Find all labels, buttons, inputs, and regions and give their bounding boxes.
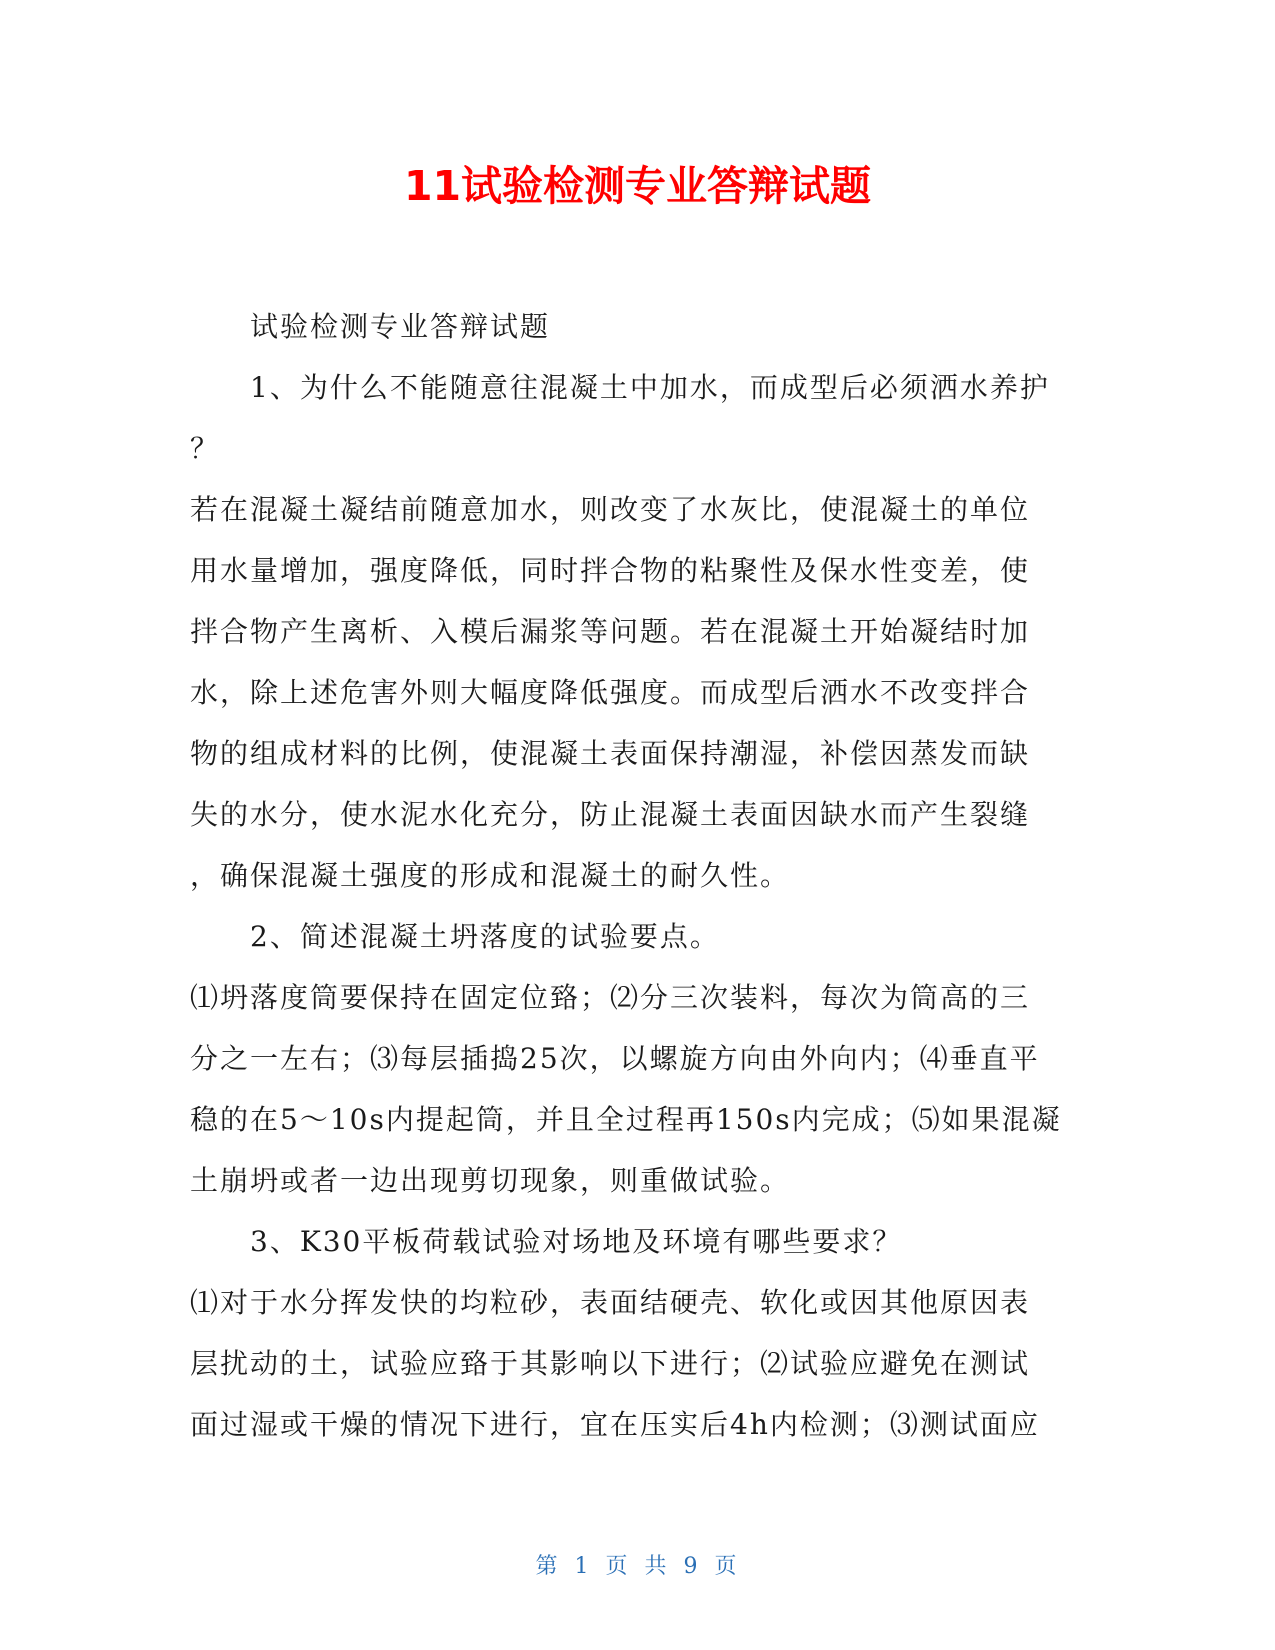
document-body bbox=[190, 296, 1090, 1455]
body-line: 拌合物产生离析、入模后漏浆等问题。若在混凝土开始凝结时加 bbox=[190, 615, 1031, 648]
footer-page-prefix: 第 bbox=[535, 1554, 561, 1579]
footer-total-pages: 9 bbox=[683, 1554, 701, 1579]
body-line: 试验检测专业答辩试题 bbox=[250, 310, 551, 343]
body-line: 用水量增加，强度降低，同时拌合物的粘聚性及保水性变差，使 bbox=[190, 554, 1031, 587]
footer-page-label: 页 bbox=[605, 1554, 631, 1579]
body-line: 分之一左右；⑶每层插捣25次，以螺旋方向由外向内；⑷垂直平 bbox=[190, 1042, 1040, 1075]
body-line: ⑴对于水分挥发快的均粒砂，表面结硬壳、软化或因其他原因表 bbox=[190, 1286, 1031, 1319]
document-title: 11试验检测专业答辩试题 bbox=[403, 162, 872, 210]
body-line: 面过湿或干燥的情况下进行，宜在压实后4h内检测；⑶测试面应 bbox=[190, 1408, 1040, 1441]
body-line: 3、K30平板荷载试验对场地及环境有哪些要求？ bbox=[250, 1225, 903, 1258]
body-line: 物的组成材料的比例，使混凝土表面保持潮湿，补偿因蒸发而缺 bbox=[190, 737, 1031, 770]
body-line: 稳的在5～10s内提起筒，并且全过程再150s内完成；⑸如果混凝 bbox=[190, 1103, 1062, 1136]
body-line: ？ bbox=[190, 432, 221, 465]
body-line: 失的水分，使水泥水化充分，防止混凝土表面因缺水而产生裂缝 bbox=[190, 798, 1031, 831]
body-line: 土崩坍或者一边出现剪切现象，则重做试验。 bbox=[190, 1164, 791, 1197]
body-line: 若在混凝土凝结前随意加水，则改变了水灰比，使混凝土的单位 bbox=[190, 493, 1031, 526]
body-line: 层扰动的土，试验应臵于其影响以下进行；⑵试验应避免在测试 bbox=[190, 1347, 1031, 1380]
body-line: ⑴坍落度筒要保持在固定位臵；⑵分三次装料，每次为筒高的三 bbox=[190, 981, 1031, 1014]
body-line: 2、简述混凝土坍落度的试验要点。 bbox=[250, 920, 720, 953]
footer-current-page: 1 bbox=[574, 1554, 592, 1579]
body-line: 1、为什么不能随意往混凝土中加水，而成型后必须洒水养护 bbox=[250, 371, 1050, 404]
page-footer bbox=[0, 1549, 1275, 1580]
body-line: 水，除上述危害外则大幅度降低强度。而成型后洒水不改变拌合 bbox=[190, 676, 1031, 709]
footer-total-suffix: 页 bbox=[714, 1554, 740, 1579]
footer-total-prefix: 共 bbox=[644, 1554, 670, 1579]
body-line: ，确保混凝土强度的形成和混凝土的耐久性。 bbox=[190, 859, 791, 892]
